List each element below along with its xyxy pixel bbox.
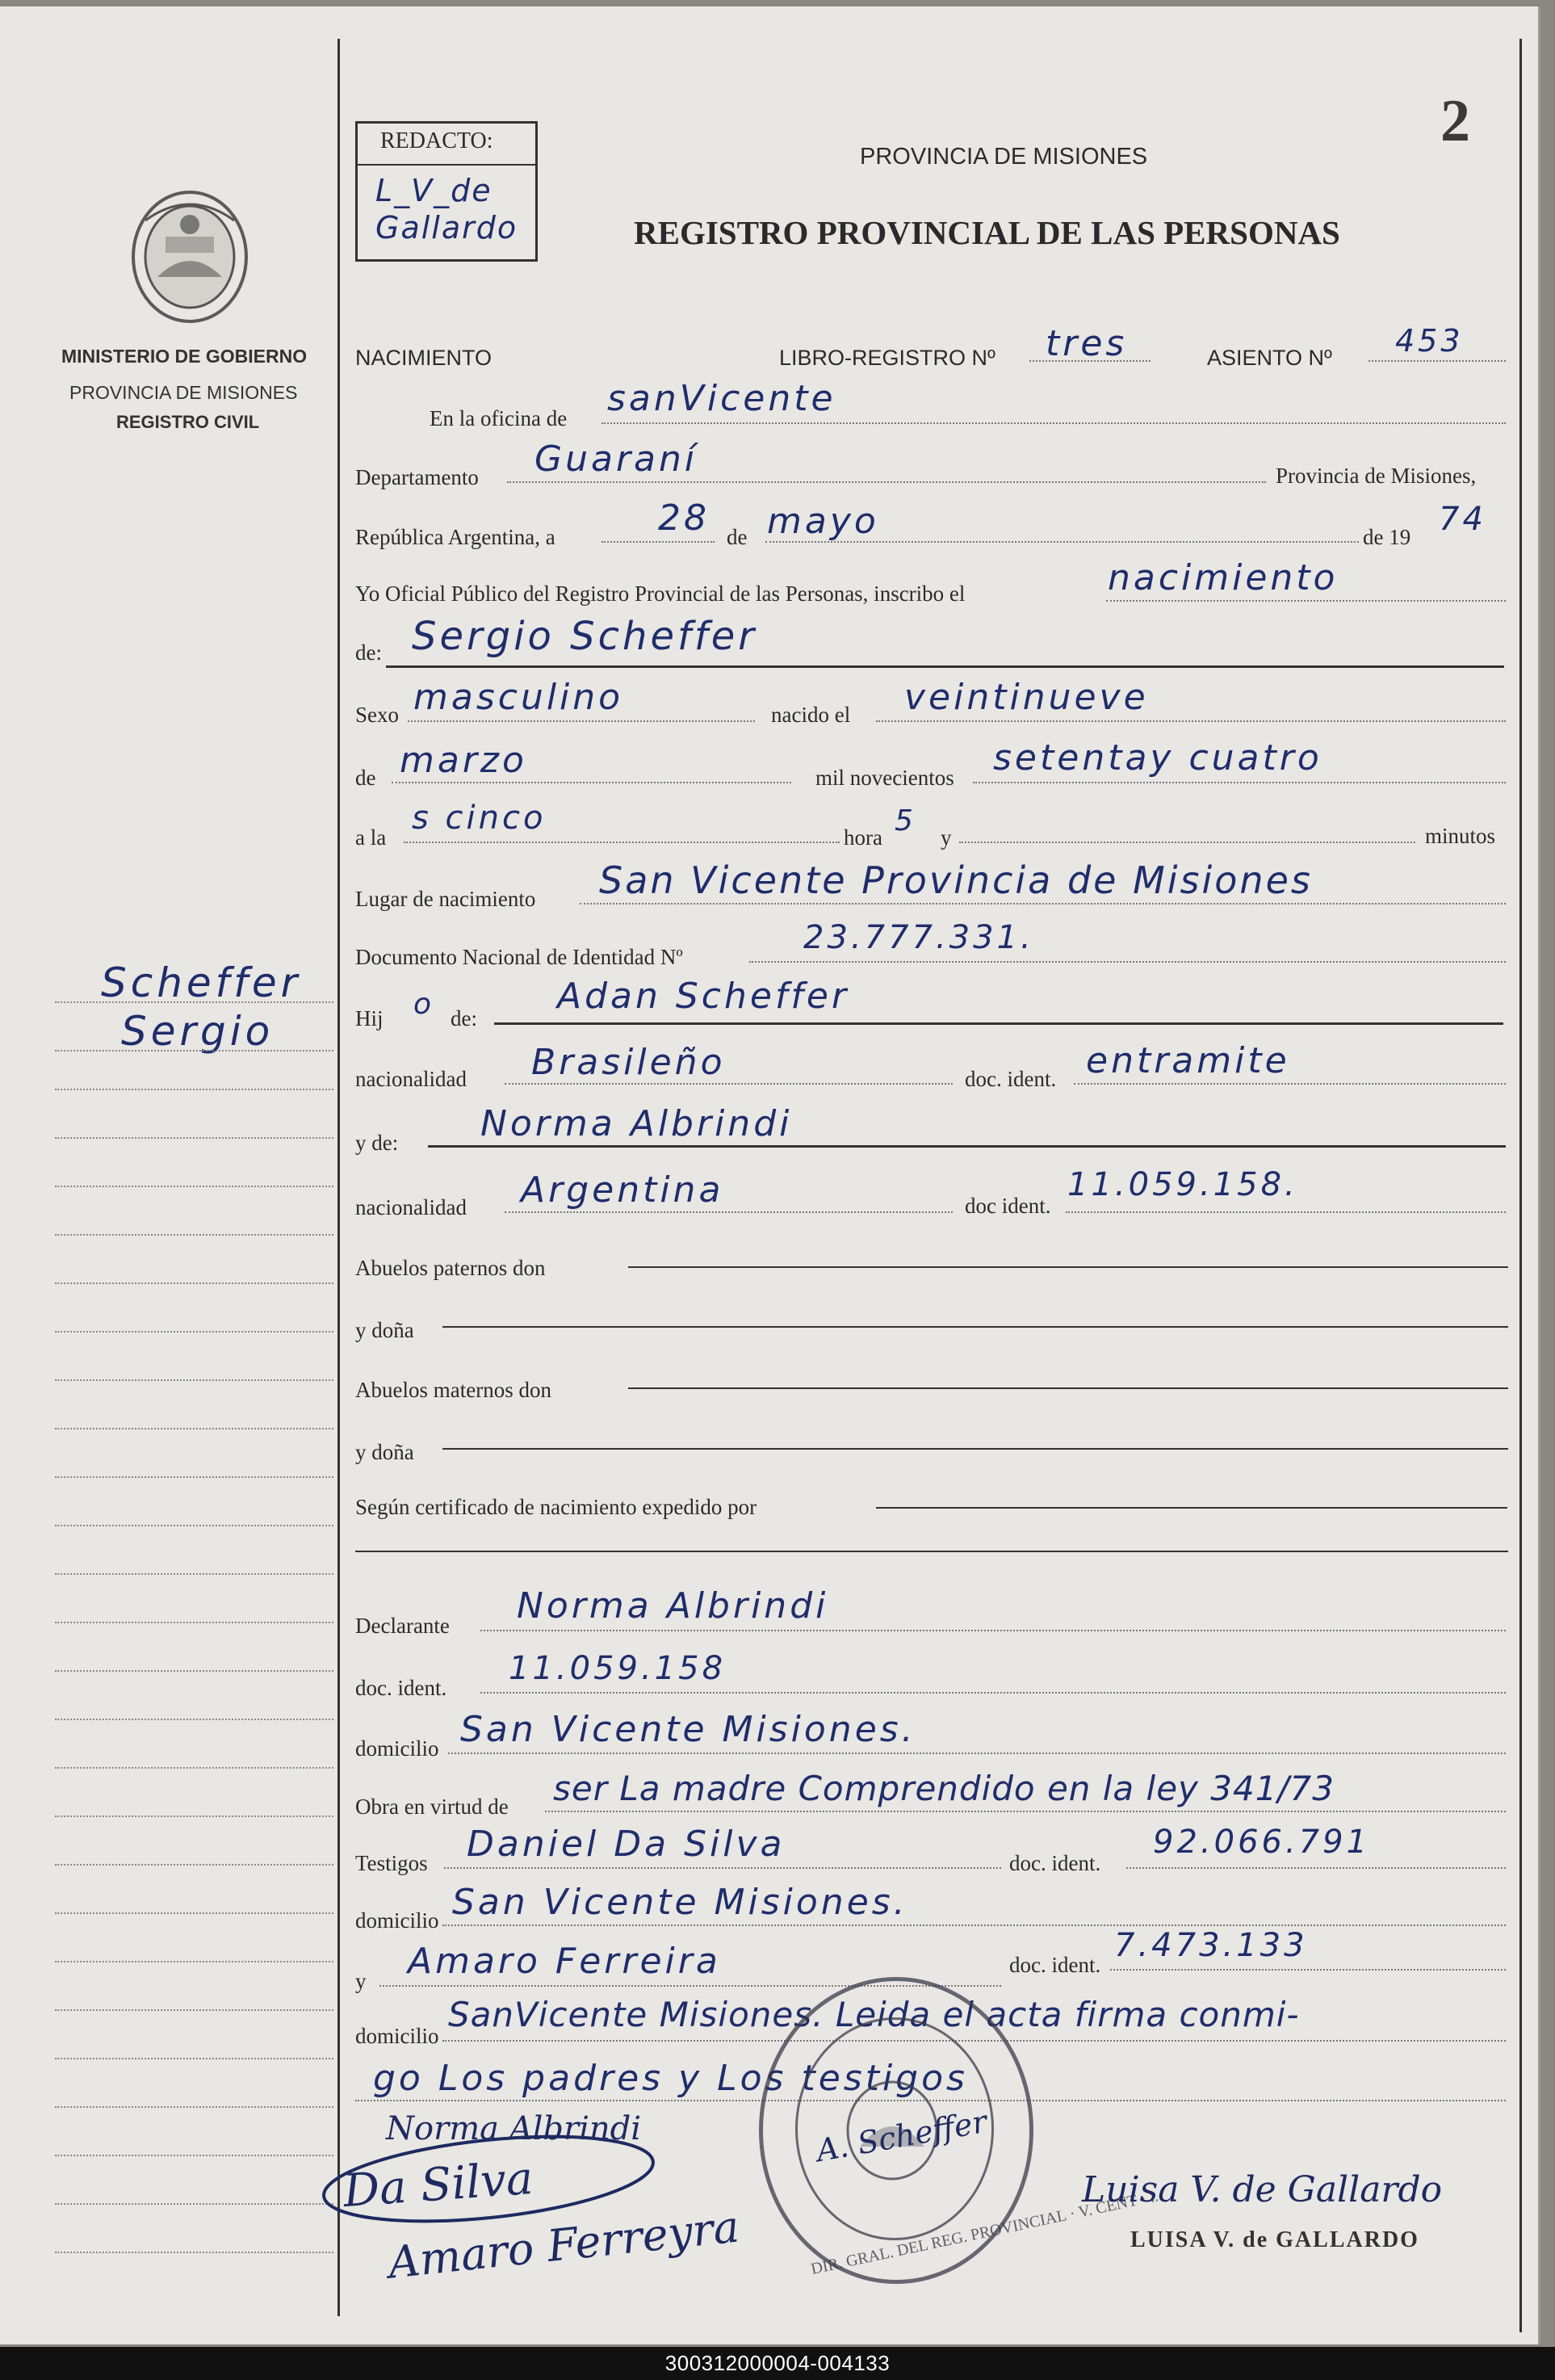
redacto-box [355,121,538,262]
year-value: 74 [1439,501,1486,538]
republica-label: República Argentina, a [355,525,555,549]
asiento-value: 453 [1395,323,1464,359]
departamento-value: Guaraní [534,439,698,480]
libro-line [1029,360,1151,362]
y-dona-label: y doña [355,1318,414,1342]
signature-father: A. Scheffer [813,2103,990,2169]
margin-line [55,1331,333,1333]
a-la-label: a la [355,825,387,850]
margin-line [55,2252,333,2253]
lugar-value: San Vicente Provincia de Misiones [599,858,1313,902]
year-words-value: setentay cuatro [993,737,1322,779]
page-number: 2 [1440,88,1470,154]
libro-value: tres [1046,323,1128,364]
hora-words: s cinco [412,800,547,837]
madre-nac-line [505,1211,953,1213]
margin-note-surname: Scheffer [101,959,302,1006]
y-dona2-label: y doña [355,1440,414,1464]
y-dona2-line [442,1448,1508,1450]
nacido-line [876,720,1506,722]
abuelos-mat-label: Abuelos maternos don [355,1378,551,1402]
hijo-de-label: de: [451,1006,477,1030]
de2-label: de [355,766,376,790]
closing-text: go Los padres y Los testigos [373,2058,968,2099]
y2-label: y [355,1969,367,1993]
header-province: PROVINCIA DE MISIONES [860,144,1148,170]
inscribo-value: nacimiento [1108,557,1339,598]
testigo1-value: Daniel Da Silva [467,1824,786,1865]
testigo1-doc-label: doc. ident. [1009,1851,1101,1875]
margin-line [55,2009,333,2011]
sexo-value: masculino [413,677,624,718]
padre-nac-label: nacionalidad [355,1067,467,1091]
dni-label: Documento Nacional de Identidad Nº [355,945,683,969]
decl-doc-value: 11.059.158 [509,1650,727,1687]
madre-nac-value: Argentina [521,1169,724,1211]
de-label: de [727,525,748,549]
registrant-name: Sergio Scheffer [412,614,758,659]
y-de-label: y de: [355,1131,399,1155]
margin-line [55,1767,333,1769]
margin-line [55,1912,333,1914]
sexo-label: Sexo [355,703,399,727]
page-title: REGISTRO PROVINCIAL DE LAS PERSONAS [634,214,1340,251]
record-sheet [0,6,1540,2344]
signature-officer: Luisa V. de Gallardo [1082,2169,1443,2210]
sidebar-registry: REGISTRO CIVIL [116,412,260,432]
margin-note-name: Sergio [121,1008,275,1055]
testigo2-doc-label: doc. ident. [1009,1953,1101,1977]
decl-dom-label: domicilio [355,1736,439,1761]
y-dona-line [442,1326,1508,1328]
dni-value: 23.777.331. [803,919,1034,956]
y-label: y [941,825,952,850]
dom2-label: domicilio [355,1908,439,1933]
margin-line [55,1379,333,1381]
redacto-separator [358,164,535,166]
margin-line [55,1864,333,1866]
margin-line [55,1815,333,1817]
year-words-line [973,782,1506,783]
decl-dom-line [448,1752,1506,1754]
madre-doc-label: doc ident. [965,1194,1051,1218]
testigo1-dom-value: San Vicente Misiones. [452,1882,908,1923]
lugar-line [580,903,1506,905]
signature-flourish-icon [311,2130,666,2227]
oficina-line [601,422,1506,424]
testigo1-doc-value: 92.066.791 [1153,1824,1371,1861]
decl-dom-value: San Vicente Misiones. [460,1709,916,1750]
margin-line [55,2155,333,2156]
testigo1-line [444,1867,1001,1869]
testigos-label: Testigos [355,1851,428,1875]
name-underline [386,665,1504,668]
obra-line [545,1811,1506,1812]
margin-line [55,1050,333,1051]
margin-line [55,1089,333,1090]
signature-mother: Norma Albrindi [386,2110,642,2147]
libro-label: LIBRO-REGISTRO Nº [779,346,995,370]
de-name-label: de: [355,640,382,665]
testigo2-doc-line [1110,1969,1506,1971]
left-rule [337,39,340,2316]
testigo2-value: Amaro Ferreira [408,1941,721,1982]
dom3-label: domicilio [355,2024,439,2048]
officer-printed-name: LUISA V. de GALLARDO [1130,2227,1419,2252]
oficina-value: sanVicente [607,378,836,419]
margin-line [55,1186,333,1187]
month2-line [392,782,791,783]
certificado-line [876,1507,1507,1509]
testigo2-doc-value: 7.473.133 [1114,1927,1308,1964]
padre-nac-line [505,1083,953,1085]
nacido-value: veintinueve [904,677,1149,718]
minutos-line [959,842,1415,843]
asiento-label: ASIENTO Nº [1207,346,1332,370]
margin-line [55,1622,333,1623]
padre-doc-line [1074,1083,1506,1085]
hora-words-line [404,842,840,843]
asiento-line [1368,360,1506,362]
departamento-line [507,481,1266,483]
hijo-suffix: o [413,988,435,1021]
obra-label: Obra en virtud de [355,1794,509,1819]
month-value: mayo [767,501,879,542]
sidebar-province: PROVINCIA DE MISIONES [69,382,298,403]
month-line [765,541,1359,543]
stamp-ring-text: DIR. GRAL. DEL REG. PROVINCIAL · V. CENT · ... [809,2186,1164,2278]
signature-witness-2: Amaro Ferreyra [385,2201,742,2289]
nacido-label: nacido el [771,703,851,727]
madre-nac-label: nacionalidad [355,1195,467,1219]
inscribo-label: Yo Oficial Público del Registro Provincial de las Personas, inscribo el [355,581,966,606]
padre-underline [494,1022,1503,1025]
oficina-label: En la oficina de [430,406,568,430]
month2-value: marzo [400,740,527,781]
margin-line [55,1476,333,1478]
document-id-footer: 300312000004-004133 [0,2347,1555,2380]
margin-line [55,1525,333,1526]
hora-digit: 5 [895,804,916,837]
provincia-label: Provincia de Misiones, [1276,464,1477,488]
sidebar-ministry: MINISTERIO DE GOBIERNO [61,346,308,367]
declarante-line [480,1630,1506,1631]
obra-value: ser La madre Comprendido en la ley 341/73 [553,1769,1335,1808]
madre-value: Norma Albrindi [480,1103,793,1144]
padre-value: Adan Scheffer [557,976,850,1017]
margin-line [55,1282,333,1284]
year-prefix: de 19 [1363,525,1411,549]
margin-line [55,1573,333,1575]
redacto-initials: L_V_de Gallardo [375,173,518,246]
signature-witness-1: Da Silva [342,2151,535,2218]
margin-line [55,1234,333,1236]
testigo2-dom-value: SanVicente Misiones. Leida el acta firma conmi- [448,1995,1300,2034]
margin-line [55,1137,333,1139]
provincial-seal-icon [129,188,250,330]
certificado-label: Según certificado de nacimiento expedido por [355,1495,757,1519]
margin-line [55,1670,333,1672]
record-type-label: NACIMIENTO [355,346,492,370]
certificado-line-2 [355,1551,1508,1552]
margin-line [55,2058,333,2059]
margin-line [55,1719,333,1720]
abuelos-mat-line [628,1387,1508,1389]
mil-label: mil novecientos [815,766,954,790]
seal-graphic [129,188,250,325]
minutos-label: minutos [1425,824,1496,848]
madre-doc-value: 11.059.158. [1067,1166,1298,1203]
day-value: 28 [658,497,710,539]
abuelos-pat-label: Abuelos paternos don [355,1256,546,1280]
margin-line [55,2203,333,2205]
decl-doc-line [480,1692,1506,1694]
inscribo-line [1106,600,1506,602]
madre-underline [428,1145,1506,1148]
madre-doc-line [1066,1211,1506,1213]
declarante-label: Declarante [355,1614,450,1638]
sexo-line [408,720,755,722]
padre-doc-label: doc. ident. [965,1067,1057,1091]
hora-label: hora [844,825,882,850]
decl-doc-label: doc. ident. [355,1676,447,1700]
margin-line [55,2106,333,2108]
margin-line [55,1001,333,1003]
abuelos-pat-line [628,1266,1508,1268]
margin-line [55,1428,333,1429]
declarante-value: Norma Albrindi [517,1585,829,1627]
margin-line [55,1961,333,1962]
padre-doc-value: entramite [1086,1040,1290,1081]
hijo-label: Hij [355,1006,384,1030]
lugar-label: Lugar de nacimiento [355,887,536,911]
right-rule [1519,39,1522,2332]
departamento-label: Departamento [355,465,479,489]
day-line [601,541,715,543]
padre-nac-value: Brasileño [531,1042,726,1083]
testigo1-doc-line [1126,1867,1506,1869]
dni-line [749,961,1506,963]
redacto-label: REDACTO: [380,128,493,153]
testigo1-dom-line [442,1925,1506,1926]
